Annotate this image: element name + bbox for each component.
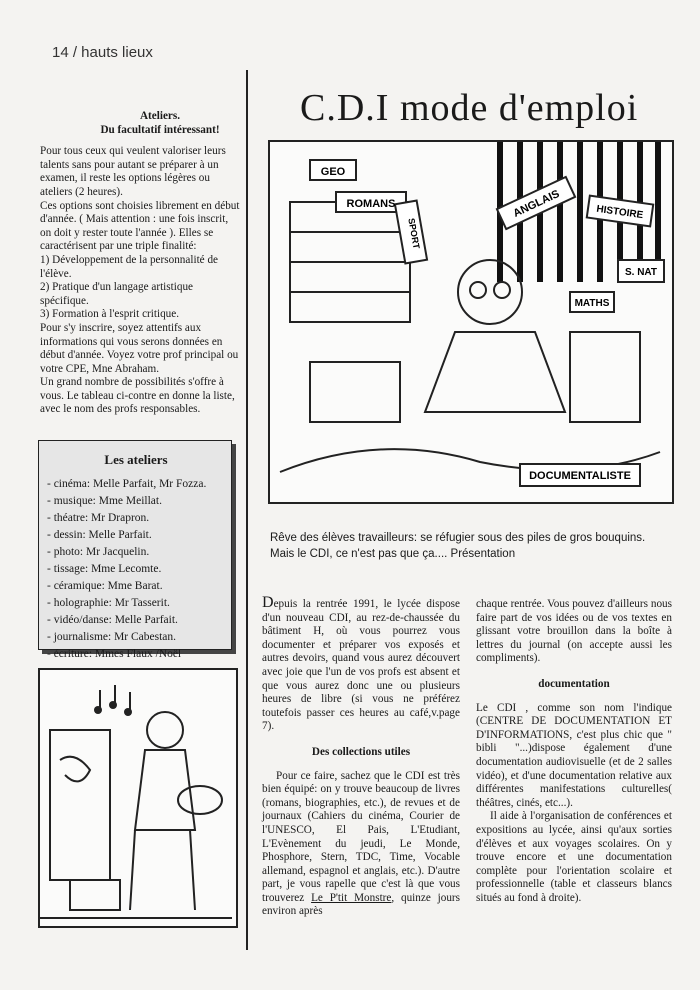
- ateliers-list-box: [38, 440, 232, 660]
- collections-paragraph: Pour ce faire, sachez que le CDI est très bien équipé: on y trouve beaucoup de livres (romans, biographies, etc.), de revues et de journaux (Cahiers du cinéma, Courier de l'UNESCO, El Pais, L'Etudiant, L'Evènement du jeudi, Le Monde, Phosphore, Stern, TDC, Time, Vocable allemand, espagnol et anglais, etc.). D'autre part, je vous rapelle que c'est là que vous trouverez Le P'tit Monstre, quinze jours environ après: [262, 769, 461, 918]
- paragraph: 3) Formation à l'esprit critique.: [40, 308, 180, 321]
- paragraph: Le CDI , comme son nom l'indique (CENTRE DE DOCUMENTATION ET D'INFORMATIONS, c'est plus chic que " bibli "...)dispose également d'une documentation audiovisuelle (et de 2 salles vidéo), et d'une documentation relative aux différentes manifestations culturelles( théâtres, cinés, etc...).: [476, 701, 672, 809]
- sign-romans: ROMANS: [346, 198, 396, 210]
- journal-name: Le P'tit Monstre: [311, 891, 392, 904]
- list-item: - théatre: Mr Drapron.: [47, 512, 150, 524]
- sign-histoire: HISTOIRE: [595, 203, 644, 222]
- ateliers-box-title: Les ateliers: [104, 452, 168, 467]
- list-item: - céramique: Mme Barat.: [47, 580, 163, 592]
- page-header: 14 / hauts lieux: [52, 44, 153, 61]
- paragraph: 1) Développement de la personnalité de l'élève.: [40, 253, 219, 280]
- ateliers-intro: [40, 145, 240, 417]
- sign-maths: MATHS: [574, 298, 610, 309]
- list-item: - cinéma: Melle Parfait, Mr Fozza.: [47, 478, 207, 490]
- list-item: - holographie: Mr Tasserit.: [47, 597, 170, 609]
- list-item: - photo: Mr Jacquelin.: [47, 546, 150, 558]
- cdi-cartoon-illustration: [268, 140, 674, 504]
- paragraph: Un grand nombre de possibilités s'offre à vous. Le tableau ci-contre en donne la liste, avec le nom des profs responsables.: [40, 376, 235, 416]
- sign-geo: GEO: [320, 166, 346, 178]
- sign-sport: SPORT: [406, 217, 422, 250]
- paragraph: Pour tous ceux qui veulent valoriser leurs talents sans pour autant se préparer à un examen, il reste les options légères ou ateliers (2 heures).: [40, 145, 226, 198]
- column-divider: [246, 70, 248, 950]
- cdi-cartoon-drawing: [270, 142, 668, 498]
- list-item: - tissage: Mme Lecomte.: [47, 563, 162, 575]
- paragraph: chaque rentrée. Vous pouvez d'ailleurs nous faire part de vos idées ou de vos textes en glissant votre brouillon dans la boîte à lettres du journal (on accepte aussi les compliments).: [476, 598, 672, 665]
- list-item: - écriture: Mmes Flaux /Noël: [47, 648, 182, 660]
- list-item: - musique: Mme Meillat.: [47, 495, 162, 507]
- subhead-documentation: documentation: [538, 677, 610, 690]
- ateliers-article: [40, 110, 240, 417]
- article-column-2: [476, 598, 672, 905]
- illustration-caption: Rêve des élèves travailleurs: se réfugier sous des piles de gros bouquins. Mais le CDI, ce n'est pas que ça.... Présentation: [270, 532, 646, 560]
- sign-snat: S. NAT: [624, 267, 658, 278]
- painter-cartoon-drawing: [40, 670, 232, 922]
- ateliers-list: [47, 476, 225, 663]
- article-column-1: [262, 596, 460, 919]
- subhead-collections: Des collections utiles: [311, 745, 411, 758]
- paragraph: Pour s'y inscrire, soyez attentifs aux informations qui vous serons données en début d'année. Voyez votre prof principal ou votre CPE, Mne Abraham.: [40, 321, 239, 375]
- list-item: - vidéo/danse: Melle Parfait.: [47, 614, 178, 626]
- intro-paragraph: Depuis la rentrée 1991, le lycée dispose d'un nouveau CDI, au rez-de-chaussée du bâtiment H, où vous pourrez vous documenter et préparer vos exposés et autres devoirs, quand vous aurez découvert avec joie que l'un de vos profs est absent et que vous aurez donc une ou plusieurs heures de libre (si vous ne préférez toutefois passer ces heures au café,v.page 7).: [262, 594, 460, 733]
- list-item: - dessin: Melle Parfait.: [47, 529, 152, 541]
- paragraph: Ces options sont choisies librement en début d'année. ( Mais attention : une fois inscrit, on doit y rester toute l'année ). Elles se caractérisent par une triple finalité:: [40, 199, 240, 253]
- list-item: - journalisme: Mr Cabestan.: [47, 631, 177, 643]
- dropcap: D: [262, 594, 274, 611]
- sign-documentaliste: DOCUMENTALISTE: [529, 470, 631, 482]
- paragraph: 2) Pratique d'un langage artistique spécifique.: [40, 281, 194, 307]
- paragraph: Il aide à l'organisation de conférences et expositions au lycée, ainsi qu'aux sorties d'élèves et aux voyages scolaires. On y trouve encore et une documentation complète pour l'orientation scolaire et professionnelle (table et classeurs blancs situés au fond à droite).: [476, 810, 672, 904]
- ateliers-heading: Ateliers. Du facultatif intéressant!: [100, 110, 220, 136]
- article-title: C.D.I mode d'emploi: [300, 87, 639, 129]
- painter-cartoon-illustration: [38, 668, 238, 928]
- sign-anglais: ANGLAIS: [511, 188, 562, 220]
